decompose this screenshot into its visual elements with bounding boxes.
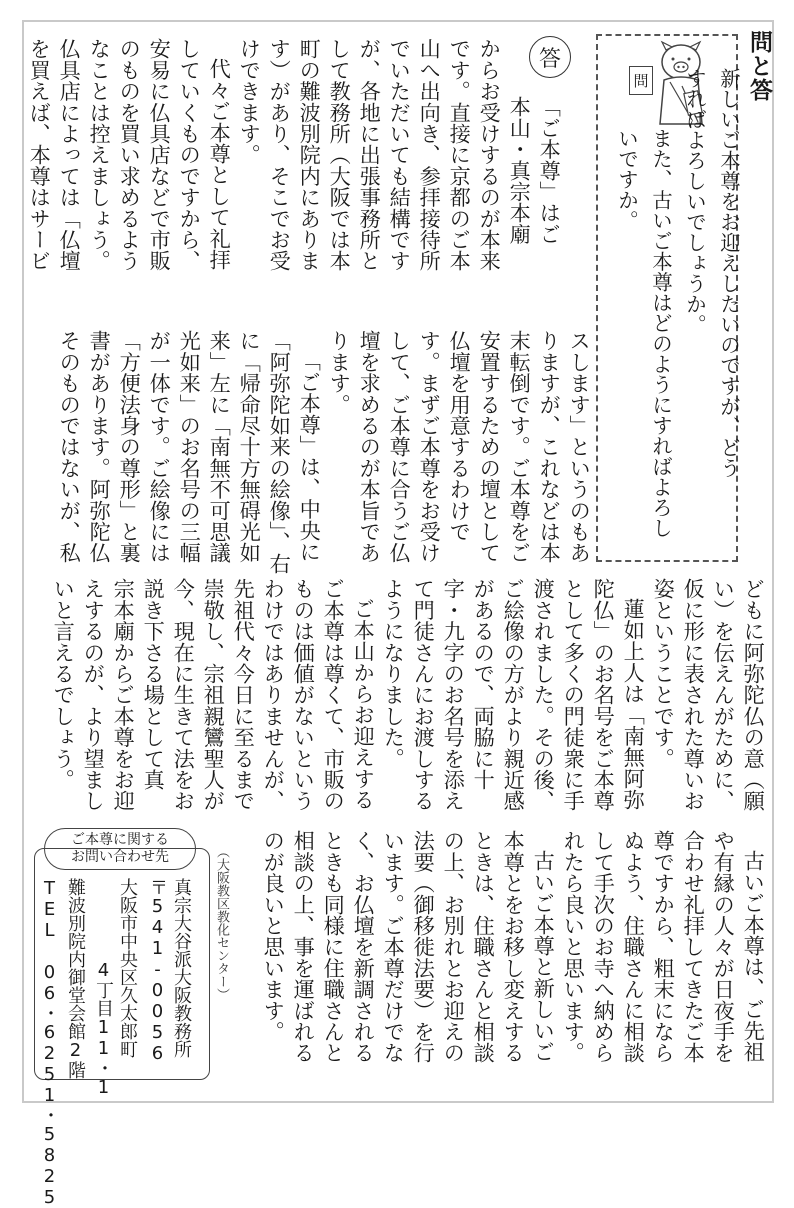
answer-line: 安易に仏具店などで市販: [147, 38, 173, 272]
answer-line: 「阿弥陀如来の絵像」、右: [267, 330, 293, 574]
question-line: また、古いご本尊はどのようにすればよろし: [648, 128, 673, 538]
contact-line: 〒541-0056: [147, 878, 168, 1064]
answer-line: 今、現在に生きて法をお: [171, 578, 197, 812]
answer-line: 渡されました。その後、: [531, 578, 557, 812]
answer-line: 姿ということです。: [651, 578, 677, 769]
answer-line: 町の難波別院内にありま: [297, 38, 323, 272]
answer-line: ご本山からお迎えする: [351, 598, 377, 810]
answer-line: 字・九字のお名号を添え: [441, 578, 467, 812]
answer-line: ご本尊は尊くて、市販の: [321, 578, 347, 812]
answer-line: 相談の上、事を運ばれる: [291, 830, 317, 1064]
answer-badge: 答: [529, 36, 571, 78]
answer-line: して、ご本尊に合うご仏: [387, 330, 413, 564]
answer-line: 陀仏」のお名号をご本尊: [591, 578, 617, 812]
contact-line: 難波別院内御堂会館2階: [65, 878, 86, 1079]
answer-line: ようになりました。: [381, 578, 407, 769]
answer-line: す）があり、そこでお受: [267, 38, 293, 272]
answer-line: 仮に形に表された尊いお: [681, 578, 707, 812]
answer-line: 代々ご本尊として礼拝: [207, 58, 233, 270]
answer-line: 「ご本尊」はご: [537, 96, 563, 245]
answer-line: 説き下さる場として真: [141, 578, 167, 790]
answer-line: ときは、住職さんと相談: [471, 830, 497, 1064]
answer-line: れたら良いと思います。: [561, 830, 587, 1064]
answer-line: 合わせ礼拝してきたご本: [681, 830, 707, 1064]
answer-line: えするのが、より望まし: [81, 578, 107, 812]
credit-line: （大阪教区教化センター）: [214, 845, 229, 1001]
contact-line: 4丁目11・1: [93, 960, 114, 1098]
answer-line: ものは価値がないという: [291, 578, 317, 812]
answer-line: 仏壇を用意するわけで: [447, 330, 473, 542]
answer-line: ご絵像の方がより親近感: [501, 578, 527, 812]
answer-line: そのものではないが、私: [57, 330, 83, 564]
answer-line: す。まずご本尊をお受け: [417, 330, 443, 564]
answer-line: です。直接に京都のご本: [447, 38, 473, 272]
answer-line: でいただいても結構です: [387, 38, 413, 272]
answer-line: く、お仏壇を新調される: [351, 830, 377, 1064]
answer-line: 蓮如上人は「南無阿弥: [621, 598, 647, 810]
answer-line: していくものですから、: [177, 38, 203, 272]
answer-line: に「帰命尽十方無碍光如: [237, 330, 263, 564]
answer-line: からお受けするのが本来: [477, 38, 503, 272]
answer-line: 仏具店によっては「仏壇: [57, 38, 83, 272]
answer-line: どもに阿弥陀仏の意（願: [741, 578, 767, 812]
contact-line: 大阪市中央区久太郎町: [117, 878, 138, 1058]
answer-line: 来」左に「南無不可思議: [207, 330, 233, 564]
answer-line: を買えば、本尊はサービ: [27, 38, 53, 272]
question-line: いですか。: [614, 128, 639, 231]
answer-line: ときも同様に住職さんと: [321, 830, 347, 1064]
answer-line: いと言えるでしょう。: [51, 578, 77, 790]
answer-line: 法要（御移徙法要）を行: [411, 830, 437, 1064]
contact-line: 真宗大谷派大阪教務所: [171, 878, 192, 1058]
answer-line: として多くの門徒衆に手: [561, 578, 587, 812]
answer-line: 尊ですから、粗末になら: [651, 830, 677, 1064]
answer-line: 末転倒です。ご本尊をご: [507, 330, 533, 564]
answer-line: の上、お別れとお迎えの: [441, 830, 467, 1064]
answer-line: や有縁の人々が日夜手を: [711, 830, 737, 1064]
question-badge: 問: [629, 66, 653, 95]
answer-line: が、各地に出張事務所と: [357, 38, 383, 272]
question-line: 新しいご本尊をお迎えしたいのですが、どう: [716, 68, 741, 478]
contact-heading: [44, 828, 196, 870]
answer-line: が一体です。ご絵像には: [147, 330, 173, 564]
page-title: 問と答: [746, 30, 772, 102]
answer-line: のものを買い求めるよう: [117, 38, 143, 272]
answer-line: 崇敬し、宗祖親鸞聖人が: [201, 578, 227, 812]
answer-line: なことは控えましょう。: [87, 38, 113, 272]
answer-line: 「ご本尊」は、中央に: [297, 350, 323, 562]
answer-line: 古いご本尊は、ご先祖: [741, 850, 767, 1062]
answer-line: 本尊とをお移し変えする: [501, 830, 527, 1064]
answer-line: て門徒さんにお渡しする: [411, 578, 437, 812]
answer-line: 書があります。阿弥陀仏: [87, 330, 113, 564]
answer-line: 「方便法身の尊形」と裏: [117, 330, 143, 564]
answer-line: い）を伝えんがために、: [711, 578, 737, 812]
answer-line: のが良いと思います。: [261, 830, 287, 1042]
answer-line: スします」というのもあ: [567, 330, 593, 564]
answer-line: ります。: [327, 330, 353, 415]
answer-line: 山へ出向き、参拝接待所: [417, 38, 443, 272]
answer-line: 先祖代々今日に至るまで: [231, 578, 257, 812]
answer-line: 本山・真宗本廟: [507, 96, 533, 245]
question-line: すればよろしいでしょうか。: [682, 68, 707, 335]
answer-line: 壇を求めるのが本旨であ: [357, 330, 383, 564]
answer-line: わけではありませんが、: [261, 578, 287, 812]
answer-line: います。ご本尊だけでな: [381, 830, 407, 1064]
answer-line: ぬよう、住職さんに相談: [621, 830, 647, 1064]
answer-line: して教務所（大阪では本: [327, 38, 353, 272]
answer-line: 宗本廟からご本尊をお迎: [111, 578, 137, 812]
answer-line: して手次のお寺へ納めら: [591, 830, 617, 1064]
answer-line: りますが、これなどは本: [537, 330, 563, 564]
answer-line: 光如来」のお名号の三幅: [177, 330, 203, 564]
answer-line: けできます。: [237, 38, 263, 166]
answer-line: 古いご本尊と新しいご: [531, 850, 557, 1062]
answer-line: があるので、両脇に十: [471, 578, 497, 790]
contact-heading-line: ご本尊に関する: [71, 831, 169, 848]
contact-heading-line: お問い合わせ先: [71, 849, 169, 865]
answer-line: 安置するための壇として: [477, 330, 503, 564]
contact-line: TEL 06・6251・5825: [39, 878, 60, 1208]
